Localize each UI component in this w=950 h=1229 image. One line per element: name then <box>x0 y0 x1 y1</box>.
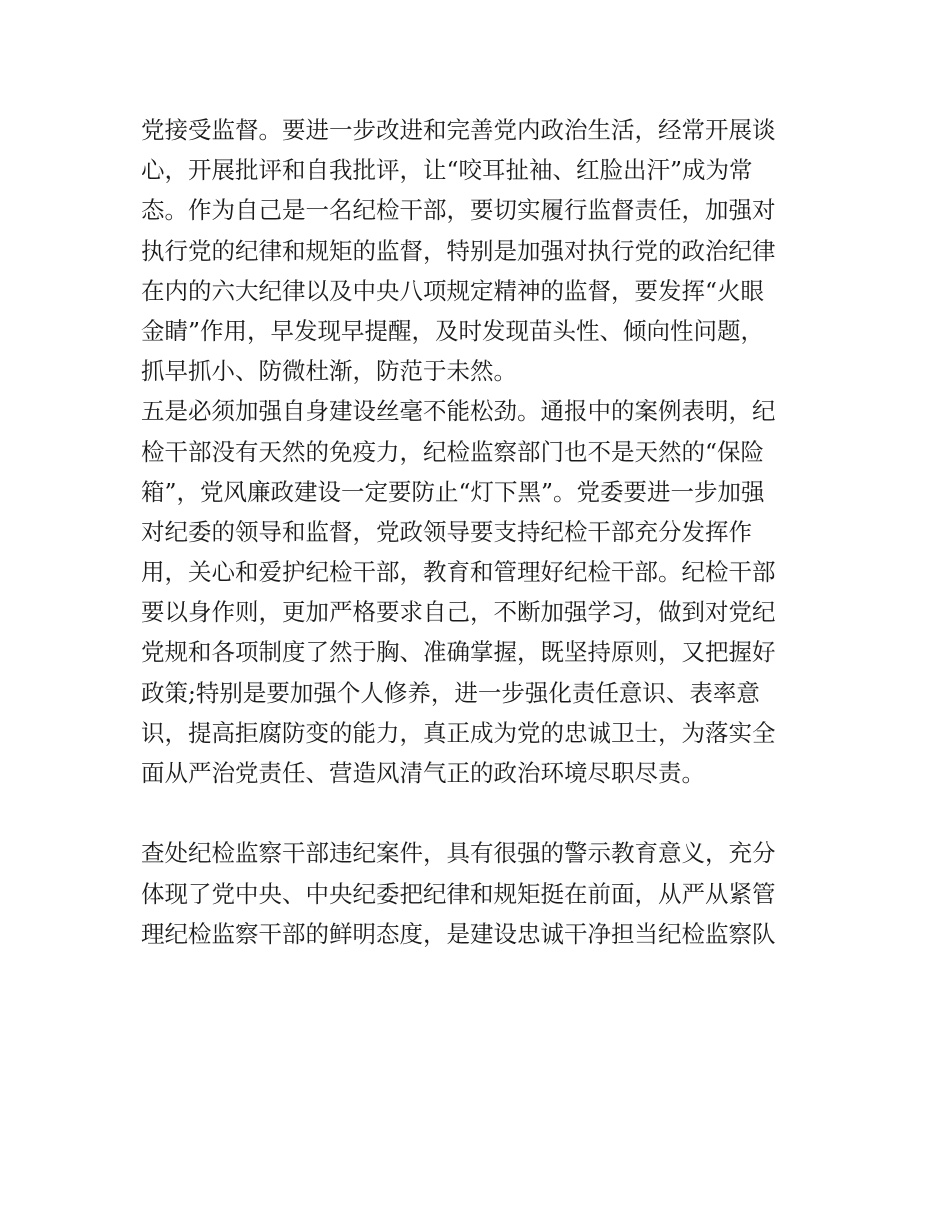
text-line: 政策;特别是要加强个人修养，进一步强化责任意识、表率意 <box>141 678 760 707</box>
text-line: 箱”，党风廉政建设一定要防止“灯下黑”。党委要进一步加强 <box>141 477 765 506</box>
text-line: 态。作为自己是一名纪检干部，要切实履行监督责任，加强对 <box>141 196 776 225</box>
paragraph-2 <box>141 391 813 833</box>
text-line: 体现了党中央、中央纪委把纪律和规矩挺在前面，从严从紧管 <box>141 879 776 908</box>
text-line: 理纪检监察干部的鲜明态度，是建设忠诚干净担当纪检监察队 <box>141 919 776 948</box>
text-line: 五是必须加强自身建设丝毫不能松劲。通报中的案例表明，纪 <box>141 397 776 426</box>
text-line: 党规和各项制度了然于胸、准确掌握，既坚持原则，又把握好 <box>141 638 776 667</box>
text-line: 查处纪检监察干部违纪案件，具有很强的警示教育意义，充分 <box>141 839 776 868</box>
text-line: 要以身作则，更加严格要求自己，不断加强学习，做到对党纪 <box>141 598 776 627</box>
text-line: 检干部没有天然的免疫力，纪检监察部门也不是天然的“保险 <box>141 437 765 466</box>
text-line: 在内的六大纪律以及中央八项规定精神的监督，要发挥“火眼 <box>141 276 765 305</box>
text-line <box>141 793 813 833</box>
text-line: 用，关心和爱护纪检干部，教育和管理好纪检干部。纪检干部 <box>141 558 776 587</box>
paragraph-1 <box>141 110 813 391</box>
text-line: 党接受监督。要进一步改进和完善党内政治生活，经常开展谈 <box>141 116 776 144</box>
text-line: 面从严治党责任、营造风清气正的政治环境尽职尽责。 <box>141 759 705 787</box>
text-line: 心，开展批评和自我批评，让“咬耳扯袖、红脸出汗”成为常 <box>141 156 753 185</box>
text-line: 抓早抓小、防微杜渐，防范于未然。 <box>141 357 517 386</box>
text-line: 金睛”作用，早发现早提醒，及时发现苗头性、倾向性问题， <box>141 316 765 345</box>
text-line: 执行党的纪律和规矩的监督，特别是加强对执行党的政治纪律 <box>141 236 776 265</box>
text-line: 识，提高拒腐防变的能力，真正成为党的忠诚卫士，为落实全 <box>141 718 776 747</box>
document-body <box>141 110 813 954</box>
paragraph-3 <box>141 833 813 954</box>
text-line: 对纪委的领导和监督，党政领导要支持纪检干部充分发挥作 <box>141 517 752 546</box>
